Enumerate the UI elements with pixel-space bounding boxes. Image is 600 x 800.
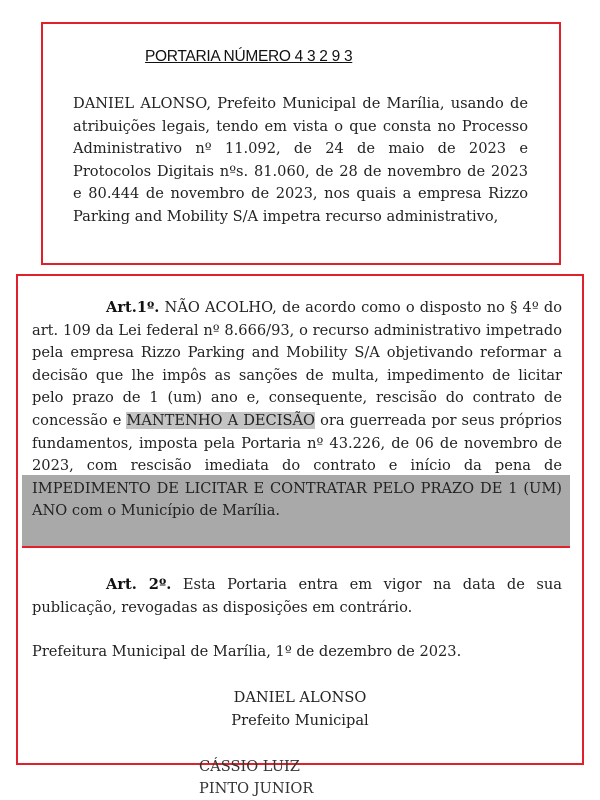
- signer-name: DANIEL ALONSO: [233, 689, 367, 706]
- article-1: [32, 297, 562, 523]
- document-title: PORTARIA NÚMERO 4 3 2 9 3: [145, 48, 353, 65]
- article-1-highlight: MANTENHO A DECISÃO: [126, 411, 315, 429]
- article-1-text-after: ora guerreada por seus próprios fundamentos, imposta pela Portaria nº 43.226, de 06 de novembro de 2023, com rescisão imediata do contrato e início da pena de IMPEDIMENTO DE LICITAR E CONTRATAR PELO PRAZO DE 1 (UM) ANO com o Município de Marília.: [32, 411, 563, 520]
- place-date: Prefeitura Municipal de Marília, 1º de dezembro de 2023.: [32, 643, 462, 660]
- article-2-label: Art. 2º.: [106, 576, 172, 593]
- highlight-underline: [22, 546, 570, 548]
- cut-off-line: CÁSSIO LUIZ PINTO JUNIOR: [199, 758, 314, 797]
- article-2-text: Esta Portaria entra em vigor na data de sua publicação, revogadas as disposições em contrário.: [32, 576, 563, 616]
- article-1-text-before: NÃO ACOLHO, de acordo como o disposto no § 4º do art. 109 da Lei federal nº 8.666/93, o recurso administrativo impetrado pela empresa Rizzo Parking and Mobility S/A objetivando reformar a decisão que lhe impôs as sanções de multa, impedimento de licitar pelo prazo de 1 (um) ano e, consequente, rescisão do contrato de concessão e: [32, 299, 562, 429]
- signer-role: Prefeito Municipal: [231, 712, 369, 729]
- intro-paragraph: DANIEL ALONSO, Prefeito Municipal de Marília, usando de atribuições legais, tendo em vista o que consta no Processo Administrativo nº 11.092, de 24 de maio de 2023 e Protocolos Digitais nºs. 81.060, de 28 de novembro de 2023 e 80.444 de novembro de 2023, nos quais a empresa Rizzo Parking and Mobility S/A impetra recurso administrativo,: [73, 95, 528, 225]
- article-2: [32, 574, 562, 619]
- article-1-label: Art.1º.: [106, 299, 160, 316]
